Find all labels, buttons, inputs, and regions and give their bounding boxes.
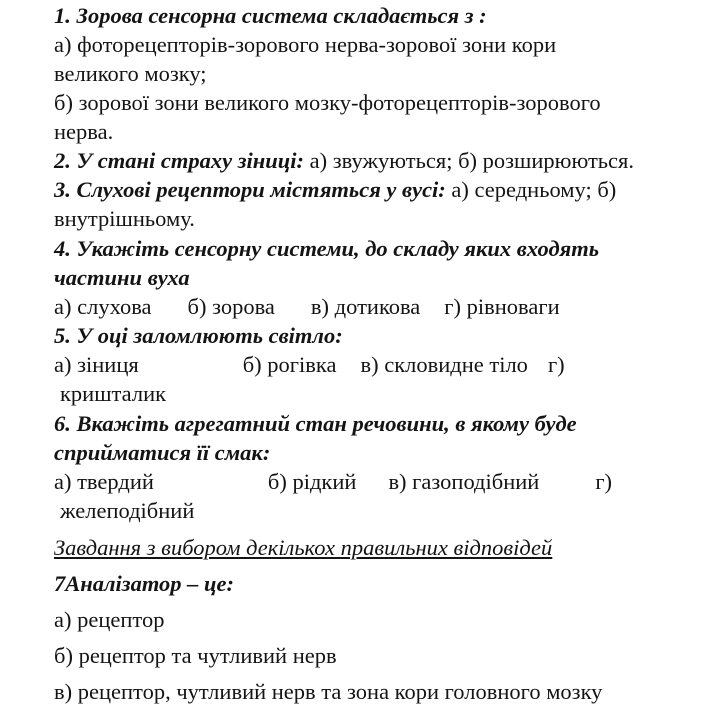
q3-answers-line2: внутрішньому. <box>54 206 195 231</box>
q6-question-line2: сприйматися її смак: <box>54 440 271 465</box>
q2-answers: а) звужуються; б) розширюються. <box>304 148 635 173</box>
q5-option-b: б) рогівка <box>242 352 337 377</box>
q4-option-a: а) слухова <box>54 294 152 319</box>
q2-question: 2. У стані страху зіниці: <box>54 148 305 173</box>
q5-option-d-text: кришталик <box>60 381 167 406</box>
q6-question-line1: 6. Вкажіть агрегатний стан речовини, в якому буде <box>54 411 577 436</box>
q5-option-c: в) скловидне тіло <box>360 352 528 377</box>
q5-options-row <box>54 354 565 377</box>
q4-option-c: в) дотикова <box>310 294 421 319</box>
q1-option-b-line2: нерва. <box>54 119 114 144</box>
q4-options-row <box>54 296 560 319</box>
q7-option-b: б) рецептор та чутливий нерв <box>54 643 337 668</box>
q6-option-d-marker: г) <box>595 469 613 494</box>
q1-option-b-line1: б) зорової зони великого мозку-фоторецепторів-зорового <box>54 90 601 115</box>
q3-question: 3. Слухові рецептори містяться у вусі: <box>54 177 446 202</box>
q3-line <box>54 179 616 202</box>
q4-question-line2: частини вуха <box>54 265 190 290</box>
q1-option-a-line1: а) фоторецепторів-зорового нерва-зорової зони кори <box>54 32 557 57</box>
q6-option-c: в) газоподібний <box>388 469 540 494</box>
q5-option-d-marker: г) <box>547 352 565 377</box>
q7-option-a: а) рецептор <box>54 607 165 632</box>
q5-option-a: а) зіниця <box>54 352 139 377</box>
q7-question: 7Аналізатор – це: <box>54 571 235 596</box>
section-heading: Завдання з вибором декількох правильних відповідей <box>54 535 553 560</box>
q4-option-d: г) рівноваги <box>444 294 560 319</box>
q1-question: 1. Зорова сенсорна система складається з : <box>54 3 487 28</box>
q3-answers-line1: а) середньому; б) <box>445 177 617 202</box>
q6-options-row <box>54 471 612 494</box>
q2-line <box>54 150 634 173</box>
q4-option-b: б) зорова <box>187 294 275 319</box>
q5-question: 5. У оці заломлюють світло: <box>54 323 343 348</box>
q1-option-a-line2: великого мозку; <box>54 61 207 86</box>
q6-option-a: а) твердий <box>54 469 154 494</box>
q7-option-c: в) рецептор, чутливий нерв та зона кори головного мозку <box>54 679 603 704</box>
q6-option-d-text: желеподібний <box>60 498 195 523</box>
q6-option-b: б) рідкий <box>267 469 357 494</box>
q4-question-line1: 4. Укажіть сенсорну системи, до складу яких входять <box>54 236 600 261</box>
